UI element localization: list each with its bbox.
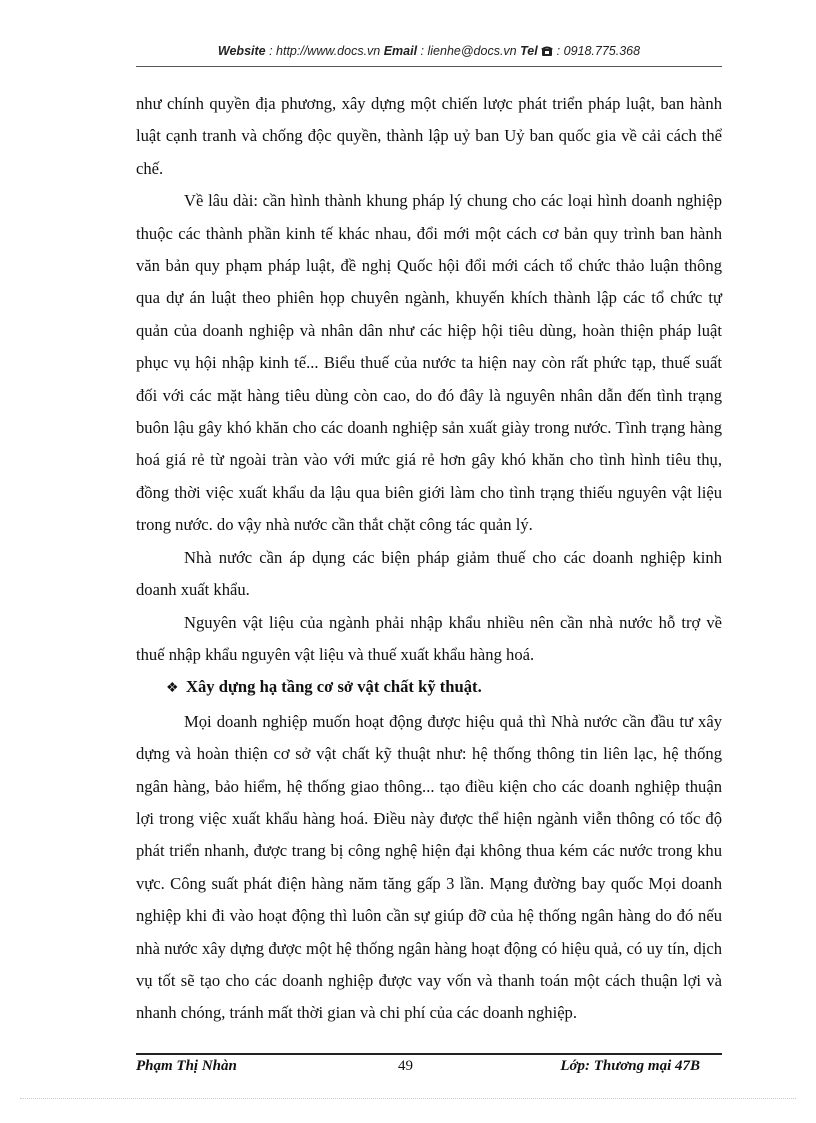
email-link[interactable]: : lienhe@docs.vn [417,44,521,58]
page-footer [136,1058,722,1080]
section-heading [136,671,722,705]
page-header [136,44,722,67]
paragraph-4: Nguyên vật liệu của ngành phải nhập khẩu nhiều nên cần nhà nước hỗ trợ về thuế nhập khẩu nguyên vật liệu và thuế xuất khẩu hàng hoá. [136,612,722,664]
footer-author: Phạm Thị Nhàn [136,1058,237,1074]
page-number: 49 [398,1058,413,1074]
paragraph-3: Nhà nước cần áp dụng các biện pháp giảm thuế cho các doanh nghiệp kinh doanh xuất khẩu. [136,547,722,600]
paragraph-5: Mọi doanh nghiệp muốn hoạt động được hiệu quả thì Nhà nước cần đầu tư xây dựng và hoàn thiện cơ sở vật chất kỹ thuật như: hệ thống thông tin liên lạc, hệ thống ngân hàng, bảo hiểm, hệ thống giao thông... tạo điều kiện cho các doanh nghiệp thuận lợi trong việc xuất khẩu hàng hoá. Điều này được thể hiện ngành viễn thông có tốc độ phát triển nhanh, được trang bị công nghệ hiện đại không thua kém các nước trong khu vực. Công suất phát điện hàng năm tăng gấp 3 lần. Mạng đường bay quốc Mọi doanh nghiệp khi đi vào hoạt động thì luôn cần sự giúp đỡ của hệ thống ngân hàng do đó nếu nhà nước xây dựng được một hệ thống ngân hàng hoạt động có hiệu quả, có uy tín, dịch vụ tốt sẽ tạo cho các doanh nghiệp được vay vốn và thanh toán một cách thuận lợi và nhanh chóng, tránh mất thời gian và chi phí của các doanh nghiệp. [136,711,722,1023]
document-body [136,88,722,1030]
diamond-bullet-icon: ❖ [166,681,179,697]
email-label: Email [383,44,418,58]
footer-divider [136,1053,722,1055]
phone-icon [541,44,553,58]
tel-value: : 0918.775.368 [553,44,641,58]
website-label: Website [217,44,266,58]
page-bottom-divider [20,1098,796,1099]
tel-label: Tel [520,44,538,58]
website-link[interactable]: : http://www.docs.vn [265,44,384,58]
section-heading-text: Xây dựng hạ tầng cơ sở vật chất kỹ thuật. [186,677,482,697]
paragraph-1: như chính quyền địa phương, xây dựng một chiến lược phát triển pháp luật, ban hành luật cạnh tranh và chống độc quyền, thành lập uỷ ban Uỷ ban quốc gia về cải cách thể chế. [136,94,722,178]
paragraph-2: Về lâu dài: cần hình thành khung pháp lý chung cho các loại hình doanh nghiệp thuộc các thành phần kinh tế khác nhau, đổi mới một cách cơ bản quy trình ban hành văn bản quy phạm pháp luật, đề nghị Quốc hội đổi mới cách tổ chức thảo luận thông qua dự án luật theo phiên họp chuyên ngành, khuyến khích thành lập các tổ chức tự quản của doanh nghiệp và nhân dân như các hiệp hội tiêu dùng, hoàn thiện pháp luật phục vụ hội nhập kinh tế... Biểu thuế của nước ta hiện nay còn rất phức tạp, thuế suất đối với các mặt hàng tiêu dùng còn cao, do đó đây là nguyên nhân dẫn đến tình trạng buôn lậu gây khó khăn cho các doanh nghiệp sản xuất giày trong nước. Tình trạng hàng hoá giá rẻ từ ngoài tràn vào với mức giá rẻ hơn gây khó khăn cho tình hình tiêu thụ, đồng thời việc xuất khẩu da lậu qua biên giới làm cho tình trạng thiếu nguyên vật liệu trong nước. do vậy nhà nước cần thắt chặt công tác quản lý. [136,191,722,535]
footer-class: Lớp: Thương mại 47B [560,1058,700,1074]
